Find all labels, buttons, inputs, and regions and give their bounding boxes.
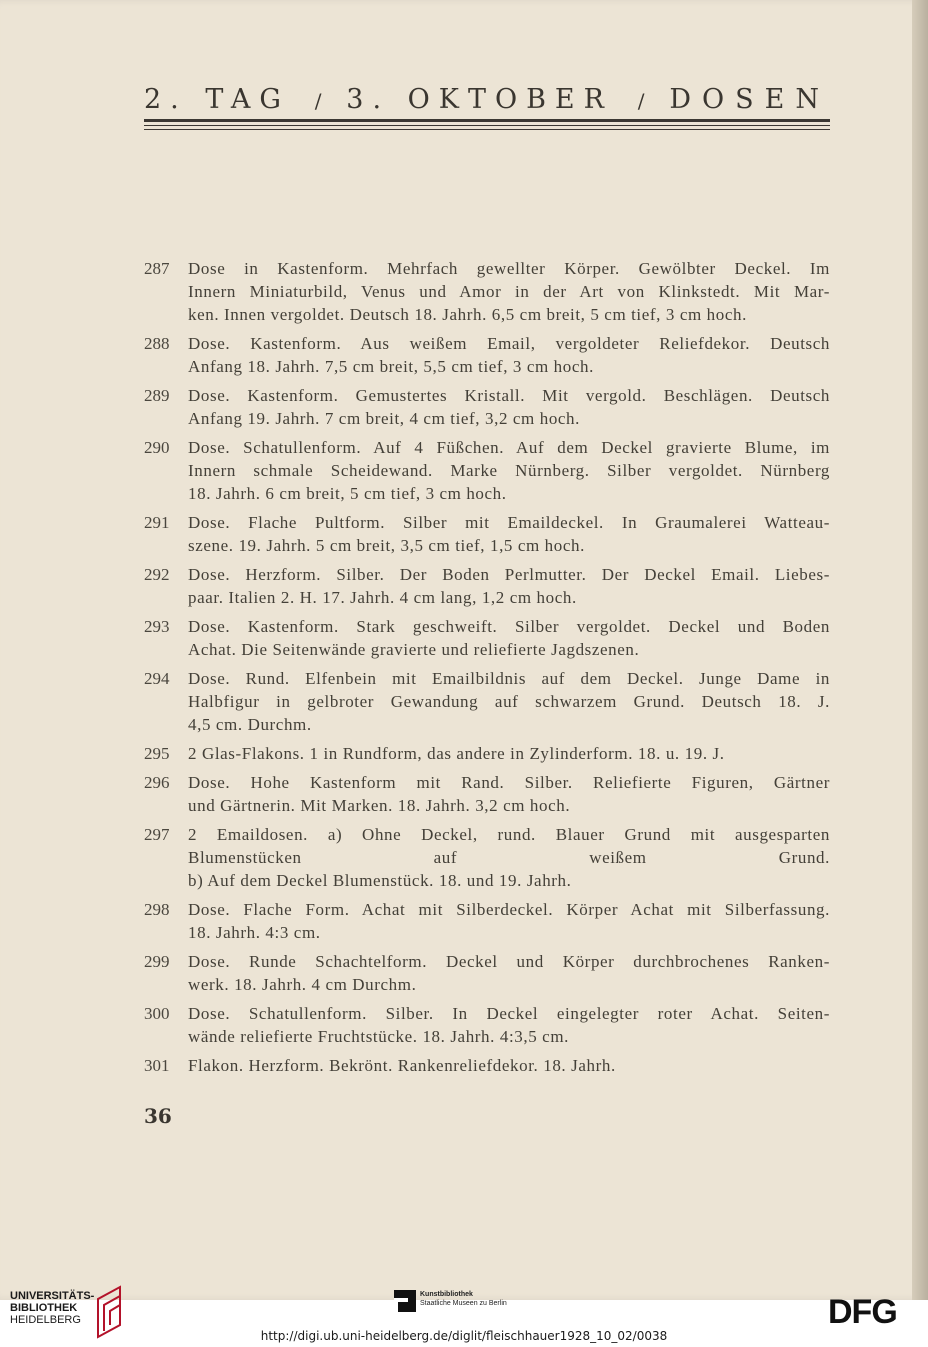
entry-description: [188, 742, 830, 765]
entry-number: 296: [144, 773, 170, 792]
entry-number: 292: [144, 565, 170, 584]
kunstbibliothek-icon: [394, 1290, 416, 1312]
header-rules: [144, 119, 830, 130]
entry-line: Innern Miniaturbild, Venus und Amor in der Art von Klinkstedt. Mit Mar-: [188, 282, 830, 301]
entry-line: Dose. Schatullenform. Auf 4 Füßchen. Auf dem Deckel gravierte Blume, im: [188, 438, 830, 457]
catalog-entry: [144, 823, 830, 892]
entry-number: 287: [144, 259, 170, 278]
entry-description: [188, 511, 830, 557]
entry-line: Dose. Hohe Kastenform mit Rand. Silber. Reliefierte Figuren, Gärtner: [188, 773, 830, 792]
permalink-url[interactable]: http://digi.ub.uni-heidelberg.de/diglit/fleischhauer1928_10_02/0038: [260, 1329, 668, 1343]
entry-line: Dose. Kastenform. Stark geschweift. Silber vergoldet. Deckel und Boden: [188, 617, 830, 636]
header-date: 3. OKTOBER: [346, 84, 613, 115]
entry-line: Dose. Rund. Elfenbein mit Emailbildnis auf dem Deckel. Junge Dame in: [188, 669, 830, 688]
entry-number: 298: [144, 900, 170, 919]
entry-number: 294: [144, 669, 170, 688]
entry-number: 299: [144, 952, 170, 971]
catalog-entry: [144, 436, 830, 505]
entry-line: werk. 18. Jahrh. 4 cm Durchm.: [188, 975, 417, 994]
entry-number: 300: [144, 1004, 170, 1023]
header-separator-1: /: [314, 89, 322, 113]
entry-line: Anfang 18. Jahrh. 7,5 cm breit, 5,5 cm tief, 3 cm hoch.: [188, 357, 594, 376]
entry-line: 4,5 cm. Durchm.: [188, 715, 312, 734]
entry-line: szene. 19. Jahrh. 5 cm breit, 3,5 cm tief, 1,5 cm hoch.: [188, 536, 585, 555]
header-rule-thick: [144, 119, 830, 122]
catalog-entry: [144, 384, 830, 430]
entry-number: 293: [144, 617, 170, 636]
uni-logo-line-3: HEIDELBERG: [10, 1314, 81, 1326]
entry-description: [188, 332, 830, 378]
entry-description: [188, 667, 830, 736]
dfg-logo[interactable]: DFG: [828, 1293, 897, 1331]
entry-number: 295: [144, 744, 170, 763]
entry-description: [188, 823, 830, 892]
entry-line: paar. Italien 2. H. 17. Jahrh. 4 cm lang, 1,2 cm hoch.: [188, 588, 577, 607]
entry-line: b) Auf dem Deckel Blumenstück. 18. und 19. Jahrh.: [188, 871, 572, 890]
header-day: 2. TAG: [144, 84, 290, 115]
catalog-entry: [144, 332, 830, 378]
entry-line: Blumenstücken auf weißem Grund.: [188, 848, 830, 867]
entry-number: 301: [144, 1056, 170, 1075]
kb-line-2: Staatliche Museen zu Berlin: [420, 1300, 507, 1307]
page-number: 36: [144, 1104, 172, 1128]
entry-line: ken. Innen vergoldet. Deutsch 18. Jahrh. 6,5 cm breit, 5 cm tief, 3 cm hoch.: [188, 305, 747, 324]
catalog-entry: [144, 563, 830, 609]
kb-line-1: Kunstbibliothek: [420, 1291, 473, 1298]
entry-line: Halbfigur in gelbroter Gewandung auf schwarzem Grund. Deutsch 18. J.: [188, 692, 830, 711]
header-separator-2: /: [637, 89, 645, 113]
entry-description: [188, 771, 830, 817]
entry-line: Dose. Kastenform. Gemustertes Kristall. Mit vergold. Beschlägen. Deutsch: [188, 386, 830, 405]
catalog-entry: [144, 742, 830, 765]
entry-line: Dose. Flache Form. Achat mit Silberdeckel. Körper Achat mit Silberfassung.: [188, 900, 830, 919]
entry-line: Innern schmale Scheidewand. Marke Nürnberg. Silber vergoldet. Nürnberg: [188, 461, 830, 480]
entry-line: Dose. Herzform. Silber. Der Boden Perlmutter. Der Deckel Email. Liebes-: [188, 565, 830, 584]
running-header: [144, 84, 830, 115]
catalog-entry: [144, 771, 830, 817]
catalog-entry: [144, 1054, 830, 1077]
catalog-entry: [144, 615, 830, 661]
entry-line: 2 Emaildosen. a) Ohne Deckel, rund. Blauer Grund mit ausgesparten: [188, 825, 830, 844]
page-edge-shadow: [912, 0, 928, 1300]
uni-logo-line-1: UNIVERSITÄTS-: [10, 1290, 95, 1302]
entry-description: [188, 563, 830, 609]
entry-line: Dose. Schatullenform. Silber. In Deckel eingelegter roter Achat. Seiten-: [188, 1004, 830, 1023]
header-section: DOSEN: [669, 84, 830, 115]
header-rule-thin-2: [144, 129, 830, 130]
entry-line: Dose in Kastenform. Mehrfach gewellter Körper. Gewölbter Deckel. Im: [188, 259, 830, 278]
entry-description: [188, 615, 830, 661]
entry-line: Dose. Runde Schachtelform. Deckel und Körper durchbrochenes Ranken-: [188, 952, 830, 971]
entry-number: 291: [144, 513, 170, 532]
entry-number: 289: [144, 386, 170, 405]
header-rule-thin-1: [144, 125, 830, 126]
entry-line: Flakon. Herzform. Bekrönt. Rankenreliefdekor. 18. Jahrh.: [188, 1056, 616, 1075]
catalog-entry: [144, 257, 830, 326]
kunstbibliothek-logo[interactable]: [394, 1290, 507, 1312]
catalog-entry: [144, 511, 830, 557]
catalog-entry: [144, 950, 830, 996]
entry-line: Achat. Die Seitenwände gravierte und reliefierte Jagdszenen.: [188, 640, 640, 659]
catalog-entry: [144, 898, 830, 944]
entry-description: [188, 436, 830, 505]
entry-description: [188, 898, 830, 944]
entry-number: 290: [144, 438, 170, 457]
heidelberg-library-logo[interactable]: [10, 1290, 94, 1326]
entry-description: [188, 257, 830, 326]
entry-number: 297: [144, 825, 170, 844]
entry-line: 18. Jahrh. 4:3 cm.: [188, 923, 321, 942]
entry-description: [188, 384, 830, 430]
entry-line: Dose. Kastenform. Aus weißem Email, vergoldeter Reliefdekor. Deutsch: [188, 334, 830, 353]
entry-number: 288: [144, 334, 170, 353]
entry-description: [188, 1054, 830, 1077]
uni-logo-line-2: BIBLIOTHEK: [10, 1302, 78, 1314]
catalog-entry: [144, 1002, 830, 1048]
entry-line: 2 Glas-Flakons. 1 in Rundform, das andere in Zylinderform. 18. u. 19. J.: [188, 744, 725, 763]
entry-description: [188, 1002, 830, 1048]
catalog-entries: [144, 257, 830, 1083]
entry-line: und Gärtnerin. Mit Marken. 18. Jahrh. 3,2 cm hoch.: [188, 796, 571, 815]
entry-description: [188, 950, 830, 996]
catalog-entry: [144, 667, 830, 736]
entry-line: 18. Jahrh. 6 cm breit, 5 cm tief, 3 cm hoch.: [188, 484, 507, 503]
entry-line: wände reliefierte Fruchtstücke. 18. Jahrh. 4:3,5 cm.: [188, 1027, 570, 1046]
entry-line: Dose. Flache Pultform. Silber mit Emaildeckel. In Graumalerei Watteau-: [188, 513, 830, 532]
entry-line: Anfang 19. Jahrh. 7 cm breit, 4 cm tief, 3,2 cm hoch.: [188, 409, 581, 428]
